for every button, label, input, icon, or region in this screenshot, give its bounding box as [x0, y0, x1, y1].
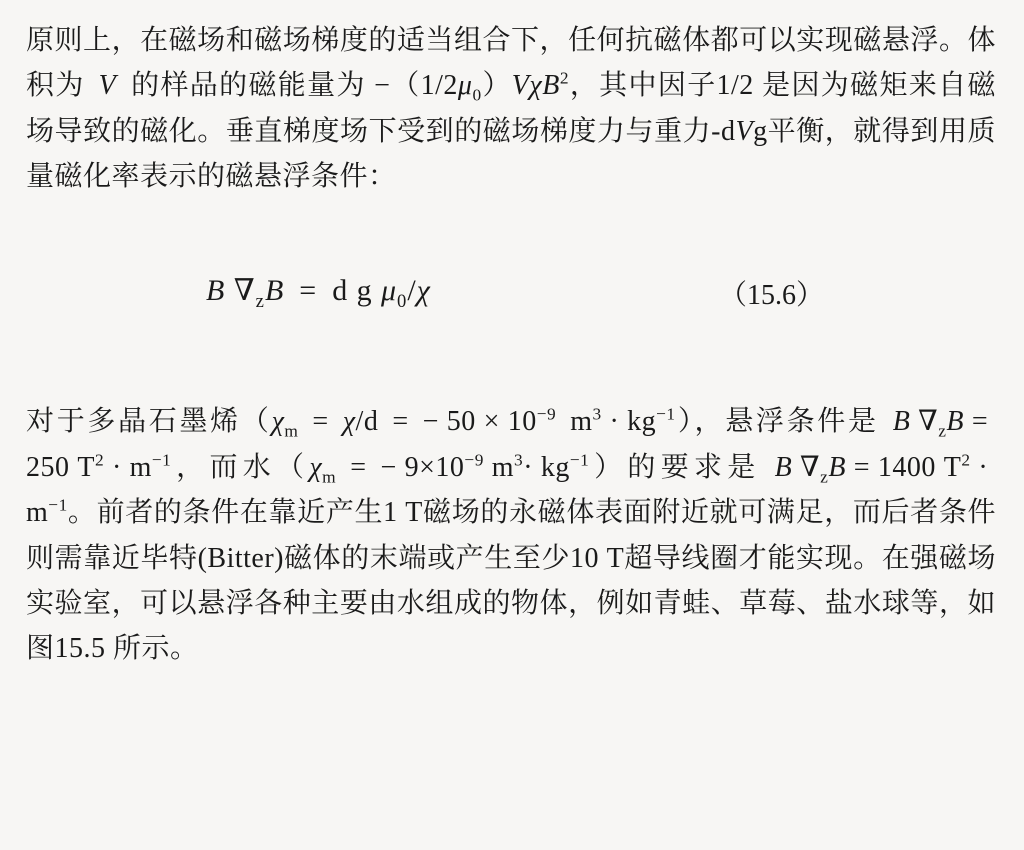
text-run: 。前者的条件在靠近产生1 T磁场的永磁体表面附近就可满足，而后者条件则需靠近毕特(Bitter)磁体的末端或产生至少10 T超导线圈才能实现。在强磁场实验室，可以悬浮各种主要由水组成的物体，例如青蛙、草莓、盐水球等，如图15.5 所示。 — [26, 497, 996, 665]
text-run: ） — [481, 70, 512, 102]
text-run: 原则上，在磁场和磁场梯度的适当组合下，任何抗磁体都可以实现磁悬浮。体积为 — [26, 25, 996, 102]
equation-number: （15.6） — [718, 280, 824, 312]
symbol-v-chi-b: VχB — [511, 70, 560, 102]
symbol-b-exponent: 2 — [559, 69, 570, 89]
paragraph-examples: 对于多晶石墨烯（$\chi_m = \chi/d$ = − $50 \times 10^{-9}$ $m^3 \cdot kg^{-1}$），悬浮条件是 B $\nabla_zB =250$ $T^2 \cdot m^{-1}$，而水（$\chi_m$ = − $9\times 10^{-9}$ $m^3\cdot kg^{-1}$）的要求是 B $\nabla_zB = 1400$ $T^2 \cdot m^{-1}$。前者的条件在靠近产生1 T磁场的永磁体表面附近就可满足，而后者条件则需靠近毕特(Bitter)磁体的末端或产生至少10 T超导线圈才能实现。在强磁场实验室，可以悬浮各种主要由水组成的物体，例如青蛙、草莓、盐水球等，如图15.5 所示。 — [26, 405, 996, 665]
symbol-volume-2: V — [735, 115, 754, 147]
text-run: ）的要求是 — [589, 451, 761, 483]
paragraph-intro — [26, 18, 996, 199]
text-run: 的样品的磁能量为 −（1/2 — [130, 70, 458, 102]
equation-body: B $\nabla_zB = d$ g $\mu_0/\chi$ — [206, 274, 431, 313]
text-run: 对于多晶石墨烯（ — [26, 406, 272, 438]
text-run: g平衡，就得到用质量磁化率表示的磁悬浮条件： — [26, 115, 996, 193]
text-run: ），悬浮条件是 — [675, 406, 879, 438]
symbol-mu: μ — [457, 70, 473, 102]
text-run: ，其中因子1/2 是因为磁矩来自磁场导致的磁化。垂直梯度场下受到的磁场梯度力与重力-d — [26, 70, 996, 147]
text-run: ，而水（ — [171, 451, 310, 483]
equation-block — [26, 273, 996, 321]
symbol-volume: V — [98, 70, 117, 102]
symbol-mu-subscript: 0 — [472, 85, 482, 105]
